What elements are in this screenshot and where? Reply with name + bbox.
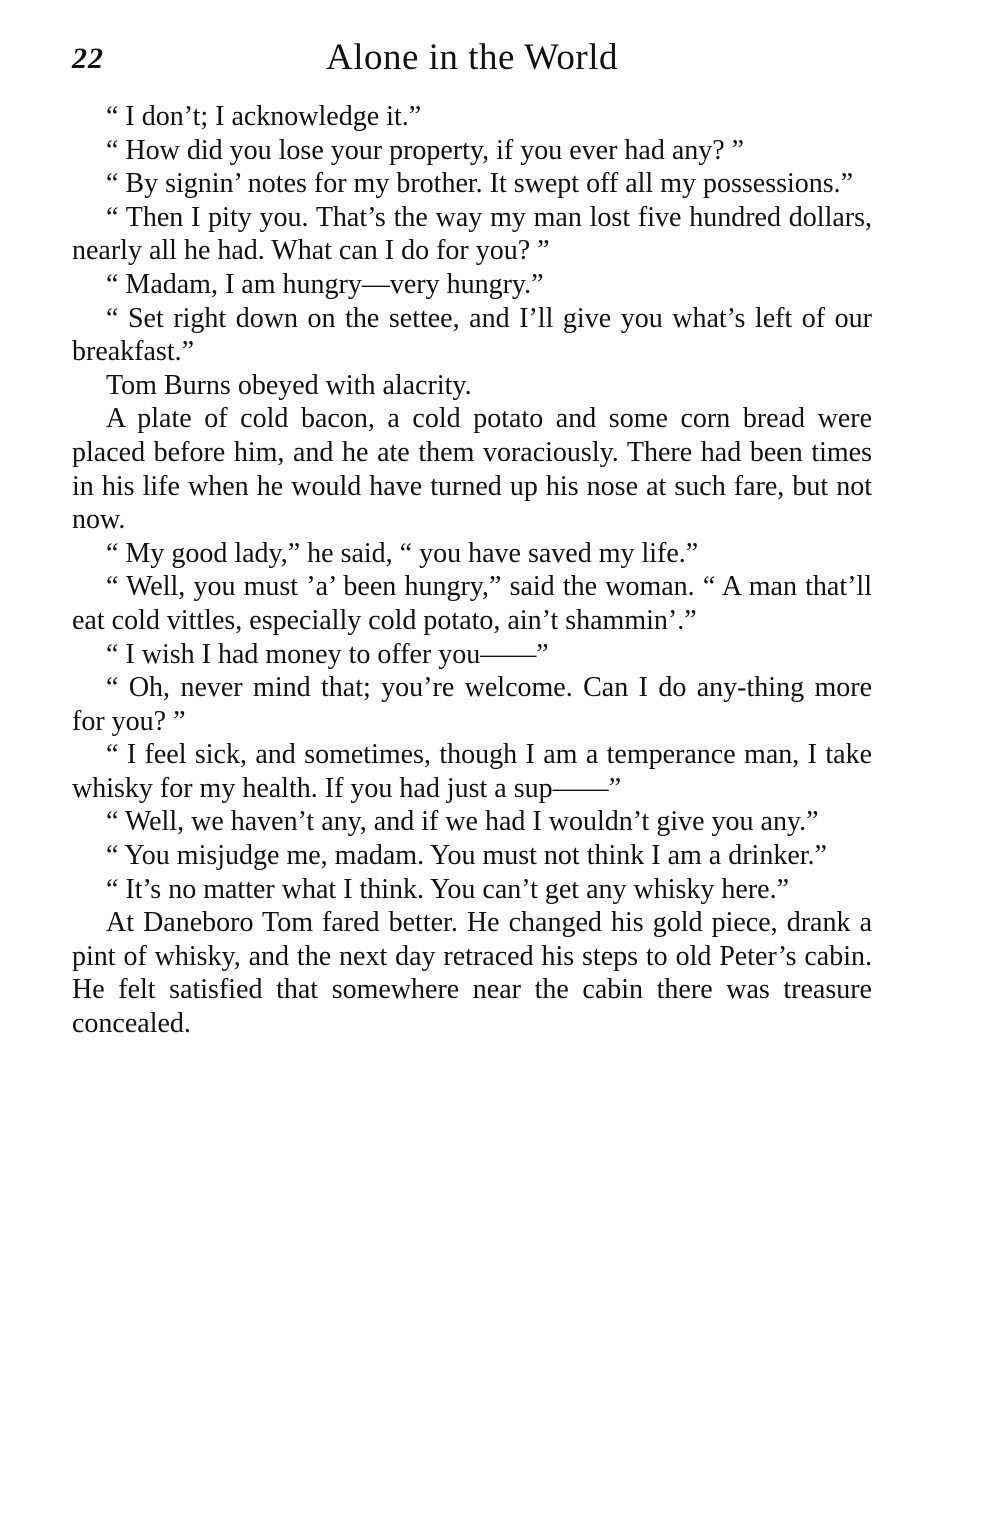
body-text [72, 100, 872, 1041]
page-number: 22 [72, 42, 104, 75]
paragraph: “ Then I pity you. That’s the way my man lost five hundred dollars, nearly all he had. What can I do for you? ” [72, 201, 872, 267]
paragraph: “ By signin’ notes for my brother. It swept off all my possessions.” [106, 168, 854, 200]
paragraph: “ Oh, never mind that; you’re welcome. Can I do any-thing more for you? ” [72, 672, 872, 737]
paragraph: “ How did you lose your property, if you ever had any? ” [106, 134, 745, 166]
running-title: Alone in the World [325, 37, 619, 78]
paragraph: At Daneboro Tom fared better. He changed his gold piece, drank a pint of whisky, and the next day retraced his steps to old Peter’s cabin. He felt satisfied that somewhere near the cabin there was treasure concealed. [72, 907, 872, 1040]
paragraph: “ Well, we haven’t any, and if we had I wouldn’t give you any.” [106, 806, 819, 838]
paragraph: “ Set right down on the settee, and I’ll give you what’s left of our breakfast.” [72, 302, 872, 368]
paragraph: “ Well, you must ’a’ been hungry,” said the woman. “ A man that’ll eat cold vittles, especially cold potato, ain’t shammin’.” [72, 571, 872, 636]
paragraph: “ Madam, I am hungry—very hungry.” [106, 268, 544, 300]
paragraph: “ I wish I had money to offer you——” [106, 638, 549, 670]
paragraph: “ I feel sick, and sometimes, though I am a temperance man, I take whisky for my health. If you had just a sup——” [72, 739, 872, 804]
paragraph: “ My good lady,” he said, “ you have saved my life.” [106, 537, 699, 569]
paragraph: “ You misjudge me, madam. You must not think I am a drinker.” [106, 840, 827, 872]
paragraph: “ I don’t; I acknowledge it.” [106, 101, 422, 132]
paragraph: Tom Burns obeyed with alacrity. [106, 369, 472, 401]
paragraph: “ It’s no matter what I think. You can’t get any whisky here.” [106, 873, 790, 905]
paragraph: A plate of cold bacon, a cold potato and some corn bread were placed before him, and he ate them voraciously. There had been times in his life when he would have turned up his nose at such fare, but not now. [72, 403, 872, 536]
page-header [72, 36, 872, 84]
